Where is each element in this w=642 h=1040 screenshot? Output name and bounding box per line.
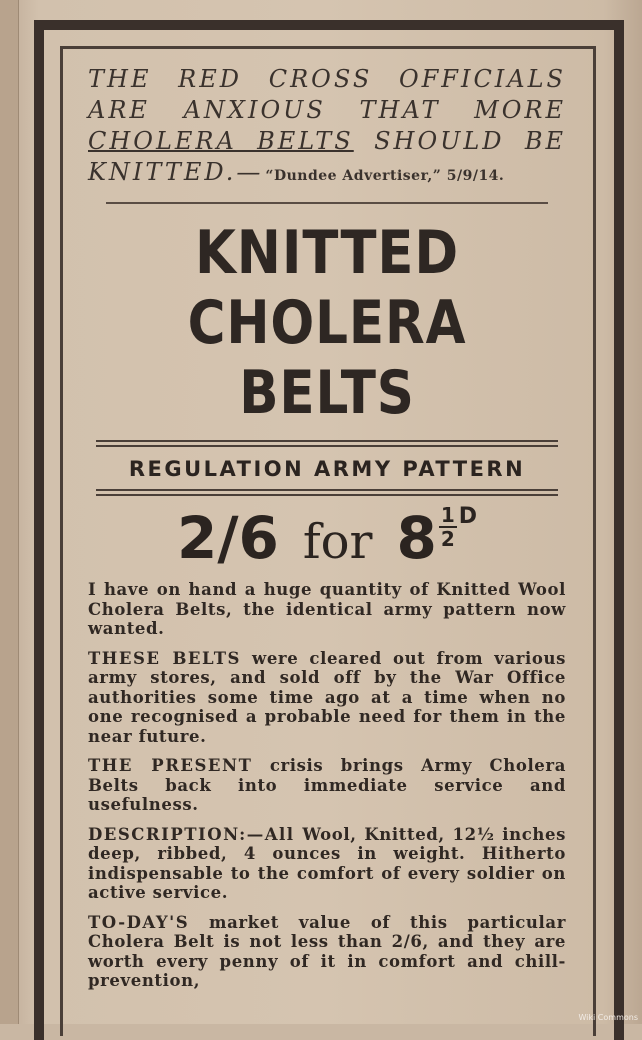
fraction-numerator: 1: [440, 503, 455, 527]
headline-line-1: KNITTED: [194, 218, 460, 288]
advertisement: [88, 64, 566, 1001]
advert-body: [88, 580, 566, 991]
quote-source: “Dundee Advertiser,” 5/9/14.: [265, 168, 505, 184]
sale-price: 8: [396, 504, 437, 572]
image-credit: Wiki Commons: [578, 1013, 638, 1022]
quote-line-4: [88, 157, 566, 192]
subheading: REGULATION ARMY PATTERN: [128, 457, 526, 481]
paragraph: DESCRIPTION:—All Wool, Knitted, 12½ inches deep, ribbed, 4 ounces in weight. Hitherto indispensable to the comfort of every soldier on active service.: [88, 824, 566, 902]
price-fraction: [439, 504, 457, 550]
red-cross-quote: [88, 64, 566, 192]
adjacent-column-edge: [0, 0, 19, 1024]
paragraph: TO-DAY'S market value of this particular Cholera Belt is not less than 2/6, and they are worth every penny of it in comfort and chill-prevention,: [88, 912, 566, 990]
divider-double-rule: [96, 440, 558, 447]
price-line: [88, 504, 566, 574]
price-for: for: [302, 514, 373, 570]
paragraph: I have on hand a huge quantity of Knitted Wool Cholera Belts, the identical army pattern now wanted.: [88, 580, 566, 638]
quote-line-2: ARE ANXIOUS THAT MORE: [88, 96, 566, 124]
paragraph: THESE BELTS were cleared out from various army stores, and sold off by the War Office authorities some time ago at a time when no one recognised a probable need for them in the near future.: [88, 648, 566, 746]
quote-underlined: CHOLERA BELTS: [88, 127, 354, 155]
quote-line-3: CHOLERA BELTS SHOULD BE: [88, 127, 567, 155]
divider-double-rule-2: [96, 489, 558, 496]
quote-line-1: THE RED CROSS OFFICIALS: [88, 65, 566, 93]
price-unit: D: [458, 504, 478, 529]
headline-line-2: CHOLERA BELTS: [187, 288, 467, 428]
quote-knitted: KNITTED.—: [88, 158, 264, 186]
fraction-denominator: 2: [440, 527, 455, 551]
paragraph: THE PRESENT crisis brings Army Cholera Belts back into immediate service and usefulness.: [88, 756, 566, 814]
original-price: 2/6: [176, 504, 279, 572]
divider-rule: [106, 202, 548, 204]
